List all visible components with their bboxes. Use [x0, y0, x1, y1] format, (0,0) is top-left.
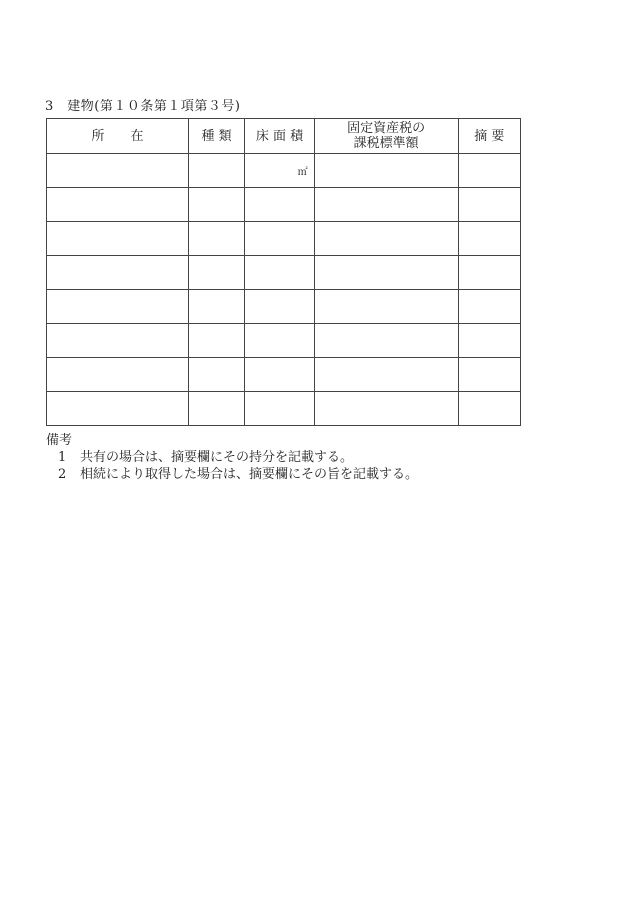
cell-tax-base[interactable] — [314, 392, 458, 426]
cell-kind[interactable] — [188, 222, 244, 256]
cell-floor-area[interactable] — [245, 222, 314, 256]
table-row — [47, 392, 521, 426]
cell-kind[interactable] — [188, 324, 244, 358]
remark-number: 1 — [58, 450, 67, 465]
table-row — [47, 324, 521, 358]
remark-item — [46, 449, 418, 466]
cell-floor-area[interactable] — [245, 358, 314, 392]
cell-kind[interactable] — [188, 188, 244, 222]
cell-tax-base[interactable] — [314, 256, 458, 290]
section-title: 3 建物(第１０条第１項第３号) — [45, 99, 241, 114]
cell-note[interactable] — [458, 188, 520, 222]
remark-number: 2 — [58, 467, 67, 482]
cell-location[interactable] — [47, 392, 189, 426]
table-header-row — [47, 119, 521, 154]
cell-note[interactable] — [458, 358, 520, 392]
cell-tax-base[interactable] — [314, 290, 458, 324]
cell-location[interactable] — [47, 222, 189, 256]
table-row — [47, 256, 521, 290]
cell-tax-base[interactable] — [314, 358, 458, 392]
table-row — [47, 222, 521, 256]
cell-kind[interactable] — [188, 256, 244, 290]
cell-location[interactable] — [47, 290, 189, 324]
table-row — [47, 188, 521, 222]
cell-note[interactable] — [458, 154, 520, 188]
header-tax-base — [314, 119, 458, 154]
building-table — [46, 118, 521, 426]
cell-tax-base[interactable] — [314, 222, 458, 256]
cell-location[interactable] — [47, 154, 189, 188]
cell-note[interactable] — [458, 290, 520, 324]
remark-item — [46, 466, 418, 483]
cell-note[interactable] — [458, 256, 520, 290]
cell-note[interactable] — [458, 392, 520, 426]
cell-location[interactable] — [47, 256, 189, 290]
cell-note[interactable] — [458, 324, 520, 358]
header-floor-area: 床 面 積 — [245, 119, 314, 154]
cell-floor-area[interactable] — [245, 324, 314, 358]
cell-floor-area[interactable] — [245, 188, 314, 222]
cell-kind[interactable] — [188, 290, 244, 324]
cell-kind[interactable] — [188, 358, 244, 392]
header-kind: 種 類 — [188, 119, 244, 154]
cell-tax-base[interactable] — [314, 154, 458, 188]
table-row — [47, 154, 521, 188]
header-location: 所 在 — [47, 119, 189, 154]
table-row — [47, 290, 521, 324]
cell-location[interactable] — [47, 188, 189, 222]
cell-note[interactable] — [458, 222, 520, 256]
header-tax-base-line1: 固定資産税の — [347, 121, 426, 136]
cell-location[interactable] — [47, 358, 189, 392]
remarks-block — [46, 432, 418, 483]
cell-location[interactable] — [47, 324, 189, 358]
cell-kind[interactable] — [188, 392, 244, 426]
remarks-heading: 備考 — [46, 433, 73, 448]
cell-floor-area[interactable] — [245, 154, 314, 188]
cell-floor-area[interactable] — [245, 256, 314, 290]
cell-tax-base[interactable] — [314, 324, 458, 358]
remark-text: 共有の場合は、摘要欄にその持分を記載する。 — [80, 450, 354, 465]
header-tax-base-line2: 課税標準額 — [353, 136, 419, 151]
cell-kind[interactable] — [188, 154, 244, 188]
table-row — [47, 358, 521, 392]
header-note: 摘 要 — [458, 119, 520, 154]
remark-text: 相続により取得した場合は、摘要欄にその旨を記載する。 — [80, 467, 419, 482]
cell-floor-area[interactable] — [245, 392, 314, 426]
cell-tax-base[interactable] — [314, 188, 458, 222]
cell-floor-area[interactable] — [245, 290, 314, 324]
area-unit-label: ㎡ — [297, 167, 308, 178]
